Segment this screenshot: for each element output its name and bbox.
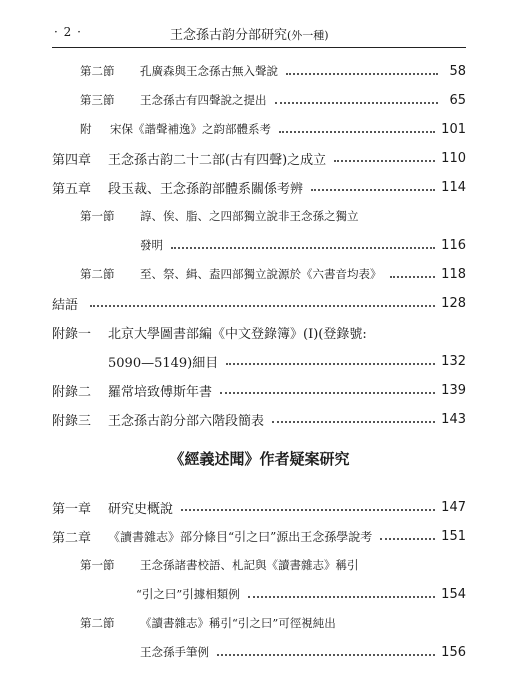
leader-dots — [311, 189, 435, 191]
toc-entry-label: 附 — [80, 122, 92, 136]
leader-dots — [181, 509, 435, 511]
toc-entry-page: 65 — [449, 92, 466, 108]
toc-entry[interactable] — [80, 89, 466, 111]
toc-entry-label: 第二章 — [52, 530, 92, 546]
leader-dots — [90, 305, 435, 307]
toc-entry-page: 139 — [441, 382, 466, 398]
toc-entry-label: 第一節 — [80, 209, 115, 223]
page-number: · 2 · — [54, 25, 82, 39]
toc-entry-page: 143 — [441, 411, 466, 427]
toc-entry-label: 第二節 — [80, 64, 115, 78]
toc-entry-page: 118 — [441, 266, 466, 282]
toc-entry[interactable] — [80, 60, 466, 82]
toc-entry-page: 132 — [441, 353, 466, 369]
toc-entry-title: 《讀書雜志》稱引“引之曰”可徑視純出 — [140, 616, 336, 630]
toc-entry[interactable] — [80, 205, 466, 227]
toc-entry-title: 王念孫古韵分部六階段簡表 — [108, 413, 265, 429]
toc-entry-page: 147 — [441, 499, 466, 515]
toc-entry[interactable] — [52, 379, 466, 401]
toc-entry-page: 58 — [449, 63, 466, 79]
toc-entry[interactable] — [52, 525, 466, 547]
header-rule — [52, 47, 466, 48]
toc-entry[interactable] — [52, 147, 466, 169]
toc-entry-continuation[interactable] — [140, 234, 466, 256]
leader-dots — [217, 654, 435, 656]
toc-entry-label: 第二節 — [80, 616, 115, 630]
toc-entry-title: 孔廣森與王念孫古無入聲說 — [140, 64, 278, 78]
toc-entry-title: 王念孫手筆例 — [140, 645, 209, 659]
toc-entry[interactable] — [52, 176, 466, 198]
running-title — [170, 24, 329, 43]
toc-entry-label: 結語 — [52, 297, 79, 313]
toc-entry[interactable] — [80, 118, 466, 140]
leader-dots — [171, 247, 435, 249]
toc-entry[interactable] — [80, 554, 466, 576]
toc-entry-label: 第一節 — [80, 558, 115, 572]
toc-entry-label: 第二節 — [80, 267, 115, 281]
running-title-sub: (外一種) — [287, 29, 329, 42]
toc-entry[interactable] — [80, 612, 466, 634]
toc-entry-page: 116 — [441, 237, 466, 253]
toc-entry-label: 附錄三 — [52, 413, 92, 429]
leader-dots — [390, 276, 436, 278]
leader-dots — [226, 363, 435, 365]
toc-entry-title: 王念孫古韵二十二部(古有四聲)之成立 — [108, 152, 327, 168]
toc-entry-title: “引之曰”引據相類例 — [136, 587, 240, 601]
toc-entry[interactable] — [52, 496, 466, 518]
toc-entry-page: 151 — [441, 528, 466, 544]
leader-dots — [272, 421, 435, 423]
leader-dots — [286, 73, 438, 75]
leader-dots — [220, 392, 435, 394]
leader-dots — [334, 160, 435, 162]
toc-entry-page: 114 — [441, 179, 466, 195]
toc-entry-continuation[interactable] — [108, 350, 466, 372]
leader-dots — [380, 538, 435, 540]
toc-entry-title: 羅常培致傅斯年書 — [108, 384, 213, 400]
leader-dots — [275, 102, 439, 104]
second-book-title: 《經義述聞》作者疑案研究 — [169, 450, 350, 468]
toc-entry-label: 第五章 — [52, 181, 92, 197]
toc-entry-page: 128 — [441, 295, 466, 311]
toc-entry-title: 研究史概說 — [108, 501, 174, 517]
toc-entry-page: 156 — [441, 644, 466, 660]
toc-entry-title: 段玉裁、王念孫韵部體系關係考辨 — [108, 181, 304, 197]
toc-entry-title: 王念孫諸書校語、札記與《讀書雜志》稱引 — [140, 558, 359, 572]
toc-entry-title: 5090—5149)細目 — [108, 355, 219, 371]
toc-entry-continuation[interactable] — [136, 583, 466, 605]
toc-entry-title: 《讀書雜志》部分條目“引之曰”源出王念孫學說考 — [108, 529, 373, 544]
toc-entry-continuation[interactable] — [140, 641, 466, 663]
toc-entry-page: 154 — [441, 586, 466, 602]
toc-entry[interactable] — [52, 292, 466, 314]
toc-entry-label: 第一章 — [52, 501, 92, 517]
leader-dots — [248, 596, 435, 598]
running-title-main: 王念孫古韵分部研究 — [170, 28, 288, 43]
toc-entry-label: 第四章 — [52, 152, 92, 168]
leader-dots — [279, 131, 435, 133]
toc-entry-title: 至、祭、緝、盍四部獨立說源於《六書音均表》 — [140, 267, 382, 281]
toc-entry-title: 宋保《諧聲補逸》之韵部體系考 — [110, 122, 271, 136]
toc-entry-label: 附錄二 — [52, 384, 92, 400]
toc-entry-page: 101 — [441, 121, 466, 137]
toc-entry-label: 附錄一 — [52, 326, 92, 342]
toc-entry-page: 110 — [441, 150, 466, 166]
toc-entry-title: 北京大學圖書部編《中文登錄簿》(I)(登錄號: — [108, 326, 367, 342]
toc-entry[interactable] — [52, 408, 466, 430]
toc-entry-title: 發明 — [140, 238, 163, 252]
toc-entry-title: 王念孫古有四聲說之提出 — [140, 93, 267, 107]
toc-entry-title: 諄、俟、脂、之四部獨立說非王念孫之獨立 — [140, 209, 359, 223]
toc-entry[interactable] — [52, 321, 466, 343]
toc-entry-label: 第三節 — [80, 93, 115, 107]
toc-entry[interactable] — [80, 263, 466, 285]
page-header — [52, 22, 466, 46]
